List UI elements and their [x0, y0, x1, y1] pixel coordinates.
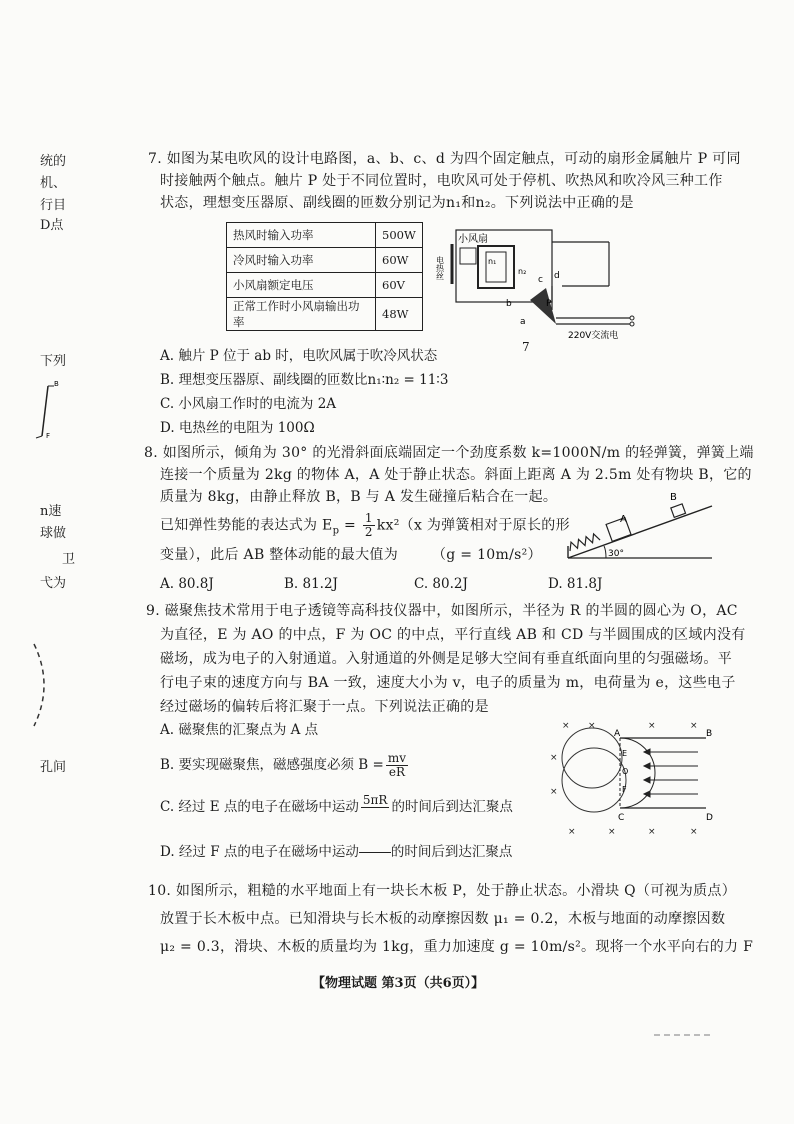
q7-option-d: D. 电热丝的电阻为 100Ω [160, 420, 315, 436]
q9-line-2: 为直径，E 为 AO 的中点，F 为 OC 的中点，平行直线 AB 和 CD 与半圆围成的区域内没有 [160, 627, 746, 643]
q7-stray-mark: 7 [522, 340, 530, 354]
q7-option-c: C. 小风扇工作时的电流为 2A [160, 396, 337, 412]
margin-fragment-2: 机、 [40, 176, 67, 191]
point-c-label: C [618, 813, 625, 823]
q9-option-a: A. 磁聚焦的汇聚点为 A 点 [160, 722, 319, 738]
q9-option-c: C. 经过 E 点的电子在磁场中运动 5πR 的时间后到达汇聚点 [160, 794, 513, 821]
a-label: a [520, 317, 526, 327]
q7-line-2: 时接触两个触点。触片 P 处于不同位置时，电吹风可处于停机、吹热风和吹冷风三种工作 [160, 173, 723, 189]
q9-line-4: 行电子束的速度方向与 BA 一致，速度大小为 v，电子的质量为 m，电荷量为 e，这些电子 [160, 675, 736, 691]
q7-spec-table [226, 222, 423, 331]
point-a-label: A [614, 729, 621, 739]
svg-text:×: × [588, 721, 596, 731]
q7-option-b: B. 理想变压器原、副线圈的匝数比n₁∶n₂ = 11∶3 [160, 372, 449, 388]
svg-text:×: × [550, 787, 558, 797]
q7-line-1: 7. 如图为某电吹风的设计电路图，a、b、c、d 为四个固定触点，可动的扇形金属触片 P 可同 [148, 151, 741, 167]
table-row: 正常工作时小风扇输出功率 48W [227, 298, 423, 331]
point-e-label: E [622, 749, 628, 758]
margin-mark-arrow [30, 376, 60, 446]
svg-text:×: × [648, 721, 656, 731]
point-o-label: O [622, 767, 629, 776]
q10-line-3: μ₂ = 0.3，滑块、木板的质量均为 1kg，重力加速度 g = 10m/s²。现将一个水平向右的力 F [160, 939, 754, 955]
d-label: d [554, 271, 560, 281]
margin-fragment-8: 卫 [62, 552, 76, 567]
margin-fragment-6: n速 [40, 504, 62, 519]
q9-line-1: 9. 磁聚焦技术常用于电子透镜等高科技仪器中，如图所示，半径为 R 的半圆的圆心为 O，AC [146, 603, 738, 619]
q8-line-2: 连接一个质量为 2kg 的物体 A，A 处于静止状态。斜面上距离 A 为 2.5m 处有物块 B，它的 [160, 467, 752, 483]
margin-fragment-4: D点 [40, 218, 64, 233]
angle-label: 30° [608, 549, 624, 559]
q8-line-1: 8. 如图所示，倾角为 30° 的光滑斜面底端固定一个劲度系数 k=1000N/m 的轻弹簧，弹簧上端 [144, 445, 754, 461]
margin-fragment-7: 球做 [40, 526, 67, 541]
svg-text:×: × [608, 827, 616, 837]
svg-text:×: × [562, 721, 570, 731]
margin-fragment-9: 弋为 [40, 576, 67, 591]
margin-fragment-10: 孔间 [40, 760, 67, 775]
c-label: c [538, 275, 543, 285]
supply-label: 220V交流电 [568, 331, 619, 341]
fan-label: 小风扇 [458, 234, 488, 245]
corner-smudge [652, 1030, 712, 1040]
q8-line-5: 变量），此后 AB 整体动能的最大值为 （g = 10m/s²） [160, 547, 542, 563]
table-row: 冷风时输入功率 60W [227, 248, 423, 273]
margin-mark-arc [28, 640, 58, 730]
margin-fragment-1: 统的 [40, 154, 67, 169]
block-a-label: A [620, 514, 627, 525]
svg-text:B: B [54, 380, 59, 388]
block-b-label: B [670, 492, 677, 503]
svg-text:×: × [648, 827, 656, 837]
svg-text:×: × [690, 721, 698, 731]
point-d-label: D [706, 813, 713, 823]
svg-text:×: × [550, 753, 558, 763]
q8-option-b: B. 81.2J [284, 576, 338, 592]
q7-circuit-diagram [434, 228, 714, 348]
heater-label: 电热丝 [435, 256, 445, 280]
svg-text:F: F [46, 432, 51, 440]
q8-option-a: A. 80.8J [160, 576, 214, 592]
q8-line-3: 质量为 8kg，由静止释放 B，B 与 A 发生碰撞后粘合在一起。 [160, 489, 558, 505]
q10-line-1: 10. 如图所示，粗糙的水平地面上有一块长木板 P，处于静止状态。小滑块 Q（可视为质点） [148, 883, 737, 899]
b-fraction: $\frac{mv}{eR}$ [387, 751, 406, 779]
half-fraction: $\frac{1}{2}$ [364, 511, 373, 539]
svg-text:×: × [568, 827, 576, 837]
q9-magnetic-figure [548, 714, 718, 840]
b-label: b [506, 299, 512, 309]
margin-fragment-3: 行目 [40, 198, 67, 213]
q7-line-3: 状态，理想变压器原、副线圈的匝数分别记为n₁和n₂。下列说法中正确的是 [160, 195, 634, 211]
point-b-label: B [706, 729, 713, 739]
q10-line-2: 放置于长木板中点。已知滑块与长木板的动摩擦因数 μ₁ = 0.2，木板与地面的动摩擦因数 [160, 911, 726, 927]
q8-line-4: 已知弹性势能的表达式为 $E_p$ = $\frac{1}{2}$ kx²（x 为弹簧相对于原长的形 [160, 511, 570, 539]
n1-label: n₁ [488, 257, 497, 266]
point-f-label: F [622, 785, 627, 794]
q8-option-d: D. 81.8J [548, 576, 603, 592]
q9-option-d: D. 经过 F 点的电子在磁场中运动 的时间后到达汇聚点 [160, 844, 513, 860]
margin-fragment-5: 下列 [40, 354, 67, 369]
page-footer: 【物理试题 第3页（共6页）】 [312, 976, 485, 991]
q8-incline-figure [566, 488, 716, 566]
table-row: 热风时输入功率 500W [227, 223, 423, 248]
q9-option-b: B. 要实现磁聚焦，磁感强度必须 B = $\frac{mv}{eR}$ [160, 751, 406, 779]
q8-option-c: C. 80.2J [414, 576, 468, 592]
q7-option-a: A. 触片 P 位于 ab 时，电吹风属于吹冷风状态 [160, 348, 438, 364]
d-blank-fraction [359, 852, 391, 853]
c-fraction: 5πR [362, 793, 388, 807]
q9-line-3: 磁场，成为电子的入射通道。入射通道的外侧是足够大空间有垂直纸面向里的匀强磁场。平 [160, 651, 732, 667]
table-row: 小风扇额定电压 60V [227, 273, 423, 298]
q9-line-5: 经过磁场的偏转后将汇聚于一点。下列说法正确的是 [160, 699, 489, 715]
p-label: P [546, 299, 552, 309]
svg-text:×: × [690, 827, 698, 837]
n2-label: n₂ [518, 267, 527, 276]
